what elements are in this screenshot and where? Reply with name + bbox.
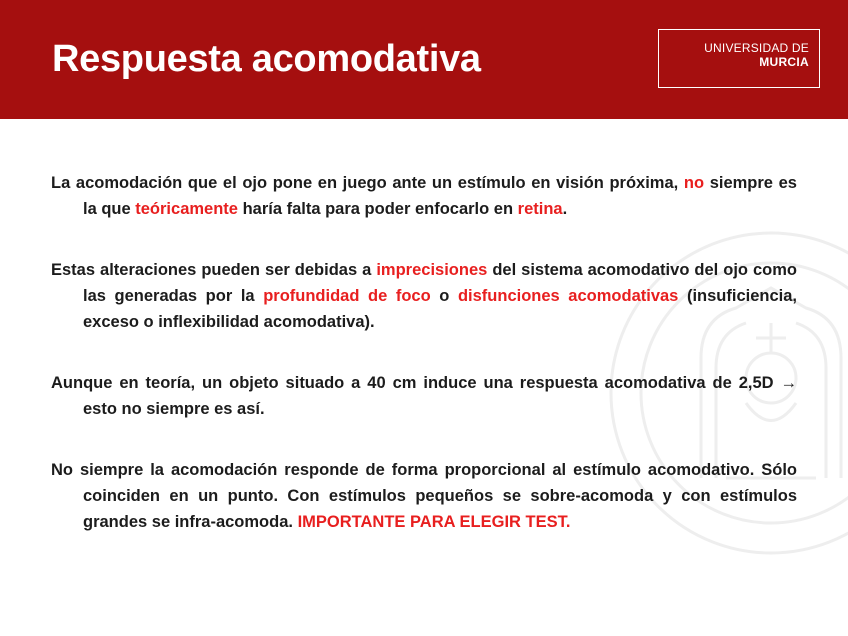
university-logo [658,29,820,88]
highlight-text: teóricamente [135,200,238,218]
highlight-text: imprecisiones [376,261,488,279]
logo-line-1: UNIVERSIDAD DE [704,41,809,55]
slide-body [51,170,797,570]
highlight-text: profundidad de foco [263,287,431,305]
body-text: siempre es la que [83,174,797,218]
paragraph-accommodation [51,170,797,222]
highlight-text: disfunciones acomodativas [457,287,679,305]
paragraph-theory [51,370,797,422]
body-text: . [562,200,568,218]
body-text: o [430,287,458,305]
body-text: No siempre la acomodación responde de forma proporcional al estímulo acomodativo. Sólo coinciden en un punto. Con estímulos pequeños se sobre-acomoda y con estímulos grandes se infra-acomoda. [51,461,797,531]
highlight-text: IMPORTANTE PARA ELEGIR TEST. [297,513,571,531]
body-text: (insuficiencia, exceso o inflexibilidad acomodativa). [83,287,797,331]
header-bar [0,0,848,119]
paragraph-alterations [51,257,797,335]
body-text: Estas alteraciones pueden ser debidas a [51,261,377,279]
highlight-text: retina [517,200,563,218]
paragraph-proportional [51,457,797,535]
body-text: del sistema acomodativo del ojo como las generadas por la [83,261,797,305]
body-text: haría falta para poder enfocarlo en [237,200,518,218]
highlight-text: no [683,174,705,192]
body-text: Aunque en teoría, un objeto situado a 40 cm induce una respuesta acomodativa de 2,5D → esto no siempre es así. [51,374,797,418]
body-text: La acomodación que el ojo pone en juego ante un estímulo en visión próxima, [51,174,684,192]
page-title: Respuesta acomodativa [52,38,481,80]
logo-line-2: MURCIA [759,55,809,69]
